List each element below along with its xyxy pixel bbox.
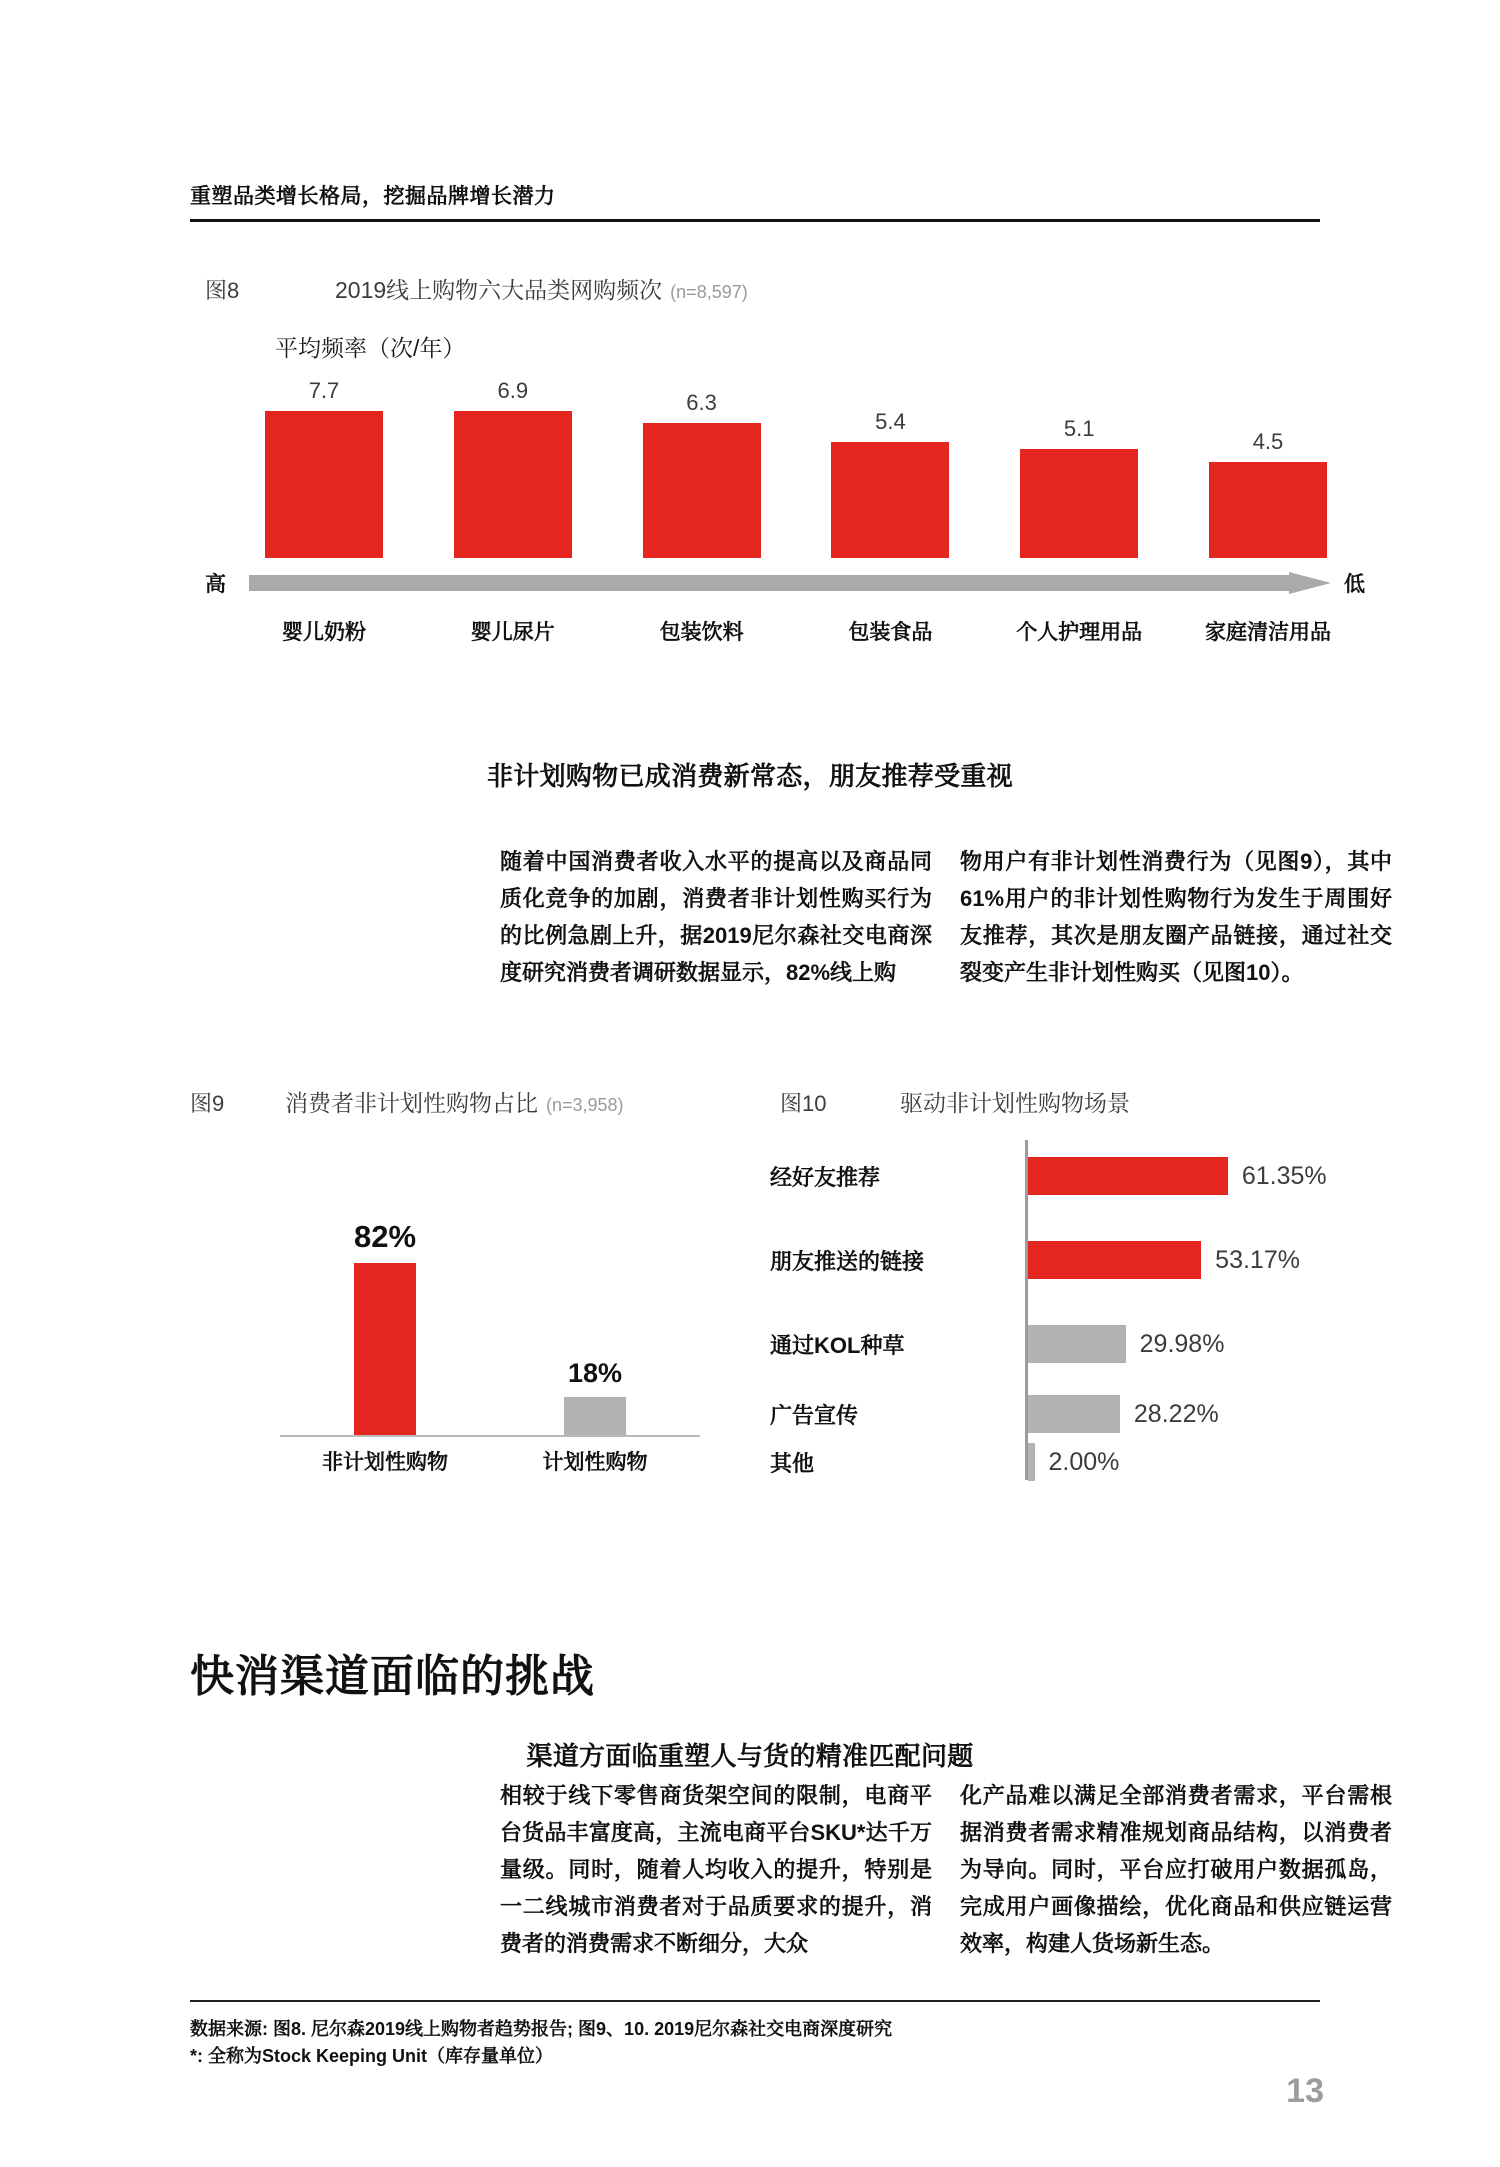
figure8-bar-item bbox=[1209, 378, 1327, 558]
figure8-bar-value: 7.7 bbox=[308, 378, 340, 403]
figure10-category-label: 经好友推荐 bbox=[770, 1164, 881, 1190]
figure10-chart bbox=[770, 1140, 1330, 1485]
figure10-bar-rect bbox=[1028, 1241, 1201, 1279]
figure10-bar-value: 2.00% bbox=[1048, 1447, 1120, 1476]
figure9-bar-rect bbox=[354, 1263, 416, 1435]
figure9-bar-item bbox=[510, 1150, 680, 1435]
figure8-bar-item bbox=[643, 378, 761, 558]
figure8-bar-value: 4.5 bbox=[1252, 428, 1284, 454]
figure8-bar-rect bbox=[454, 411, 572, 558]
figure8-bar-value: 6.9 bbox=[497, 378, 529, 403]
figure8-title: 2019线上购物六大品类网购频次 bbox=[335, 277, 663, 303]
figure8-bar-value: 6.3 bbox=[686, 390, 717, 415]
figure8-bar-item bbox=[454, 378, 572, 558]
figure9-sample-size: (n=3,958) bbox=[546, 1095, 624, 1115]
section-heading-unplanned-shopping: 非计划购物已成消费新常态，朋友推荐受重视 bbox=[486, 761, 1013, 791]
figure10-bar-item bbox=[770, 1322, 1330, 1366]
figure9-category-label: 计划性购物 bbox=[542, 1451, 648, 1474]
figure8-bar-item bbox=[1020, 378, 1138, 558]
chapter-heading-channel-challenges: 快消渠道面临的挑战 bbox=[190, 1652, 595, 1701]
figure10-category-label: 通过KOL种草 bbox=[770, 1332, 905, 1358]
figure10-bar-value: 29.98% bbox=[1139, 1329, 1225, 1358]
figure10-bar-rect bbox=[1028, 1395, 1120, 1433]
figure8-arrow-icon bbox=[249, 572, 1331, 594]
figure9-number: 图9 bbox=[190, 1091, 225, 1116]
footer-divider bbox=[190, 2000, 1320, 2002]
figure10-bar-item bbox=[770, 1154, 1330, 1198]
body-2-column-left: 相较于线下零售商货架空间的限制，电商平台货品丰富度高，主流电商平台SKU*达千万量级。同时，随着人均收入的提升，特别是一二线城市消费者对于品质要求的提升，消费者的消费需求不断细分，大众 bbox=[500, 1783, 932, 1956]
figure10-bar-value: 61.35% bbox=[1241, 1161, 1327, 1190]
figure9-bar-item bbox=[300, 1150, 470, 1435]
figure9-bar-value: 82% bbox=[353, 1218, 417, 1254]
figure10-bar-group bbox=[770, 1140, 1330, 1480]
figure9-bar-rect bbox=[564, 1397, 626, 1435]
figure8-category-label: 个人护理用品 bbox=[1016, 621, 1143, 644]
figure8-bar-rect bbox=[1209, 462, 1327, 558]
figure10-bar-item bbox=[770, 1392, 1330, 1436]
figure9-chart bbox=[270, 1150, 710, 1480]
body-text-block-2 bbox=[500, 1778, 1392, 1963]
figure8-category-labels bbox=[265, 616, 1331, 646]
figure8-bar-rect bbox=[265, 411, 383, 558]
figure8-bar-group bbox=[265, 378, 1327, 558]
figure8-category-label: 婴儿奶粉 bbox=[282, 621, 366, 644]
figure9-category-label: 非计划性购物 bbox=[322, 1451, 448, 1474]
figure9-title: 消费者非计划性购物占比 bbox=[285, 1090, 538, 1116]
figure9-bar-group bbox=[280, 1150, 700, 1435]
figure10-category-label: 朋友推送的链接 bbox=[770, 1248, 925, 1274]
figure10-bar-rect bbox=[1028, 1157, 1228, 1195]
figure8-category-label: 包装食品 bbox=[848, 621, 933, 644]
running-header bbox=[190, 180, 1320, 222]
figure10-caption bbox=[780, 1085, 1130, 1118]
source-note-line-2: *: 全称为Stock Keeping Unit（库存量单位） bbox=[190, 2046, 554, 2066]
page-number: 13 bbox=[1286, 2072, 1324, 2110]
figure8-bar-rect bbox=[1020, 449, 1138, 558]
figure8-bar-rect bbox=[643, 423, 761, 558]
figure10-category-label: 广告宣传 bbox=[770, 1402, 859, 1428]
figure8-bar-value: 5.1 bbox=[1063, 415, 1095, 441]
figure10-bar-item bbox=[770, 1238, 1330, 1282]
figure10-bar-value: 53.17% bbox=[1215, 1245, 1300, 1274]
figure8-category-label: 婴儿尿片 bbox=[470, 621, 555, 644]
body-text-block-1 bbox=[500, 844, 1392, 992]
figure8-caption bbox=[205, 272, 748, 305]
section-heading-channel-matching: 渠道方面临重塑人与货的精准匹配问题 bbox=[526, 1741, 974, 1771]
figure10-bar-rect bbox=[1028, 1325, 1126, 1363]
figure10-bar-item bbox=[770, 1440, 1330, 1484]
figure9-category-labels bbox=[280, 1446, 700, 1476]
source-note-line-1: 数据来源: 图8. 尼尔森2019线上购物者趋势报告; 图9、10. 2019尼尔森社交电商深度研究 bbox=[190, 2019, 893, 2039]
figure8-y-axis-title: 平均频率（次/年） bbox=[275, 335, 466, 361]
body-1-column-right: 物用户有非计划性消费行为（见图9），其中61%用户的非计划性购物行为发生于周围好友推荐，其次是朋友圈产品链接，通过社交裂变产生非计划性购买（见图10）。 bbox=[960, 849, 1392, 985]
figure8-chart bbox=[205, 330, 1365, 690]
figure8-bar-value: 5.4 bbox=[875, 409, 906, 435]
running-header-title: 重塑品类增长格局，挖掘品牌增长潜力 bbox=[190, 185, 556, 208]
figure8-number: 图8 bbox=[205, 278, 240, 303]
figure8-category-label: 家庭清洁用品 bbox=[1204, 621, 1331, 644]
header-divider bbox=[190, 219, 1320, 222]
figure10-category-label: 其他 bbox=[770, 1450, 815, 1476]
figure10-bar-rect bbox=[1028, 1443, 1035, 1481]
body-1-column-left: 随着中国消费者收入水平的提高以及商品同质化竞争的加剧，消费者非计划性购买行为的比例急剧上升，据2019尼尔森社交电商深度研究消费者调研数据显示，82%线上购 bbox=[500, 849, 932, 985]
figure9-bar-value: 18% bbox=[567, 1358, 623, 1389]
figure8-category-label: 包装饮料 bbox=[659, 621, 744, 644]
source-note bbox=[190, 2016, 1320, 2070]
figure8-axis-high-label: 高 bbox=[205, 573, 226, 596]
figure8-sample-size: (n=8,597) bbox=[670, 282, 748, 302]
figure9-axis-line bbox=[280, 1435, 700, 1437]
figure10-number: 图10 bbox=[780, 1091, 827, 1116]
figure8-axis-low-label: 低 bbox=[1344, 573, 1365, 596]
figure10-title: 驱动非计划性购物场景 bbox=[900, 1090, 1130, 1116]
figure10-bar-value: 28.22% bbox=[1133, 1399, 1219, 1428]
figure8-bar-item bbox=[831, 378, 949, 558]
figure10-axis-line bbox=[1025, 1140, 1028, 1480]
figure8-bar-rect bbox=[831, 442, 949, 558]
figure8-axis bbox=[205, 566, 1365, 600]
body-2-column-right: 化产品难以满足全部消费者需求，平台需根据消费者需求精准规划商品结构，以消费者为导向。同时，平台应打破用户数据孤岛，完成用户画像描绘，优化商品和供应链运营效率，构建人货场新生态。 bbox=[960, 1783, 1392, 1956]
figure8-bar-item bbox=[265, 378, 383, 558]
figure9-caption bbox=[190, 1085, 624, 1118]
